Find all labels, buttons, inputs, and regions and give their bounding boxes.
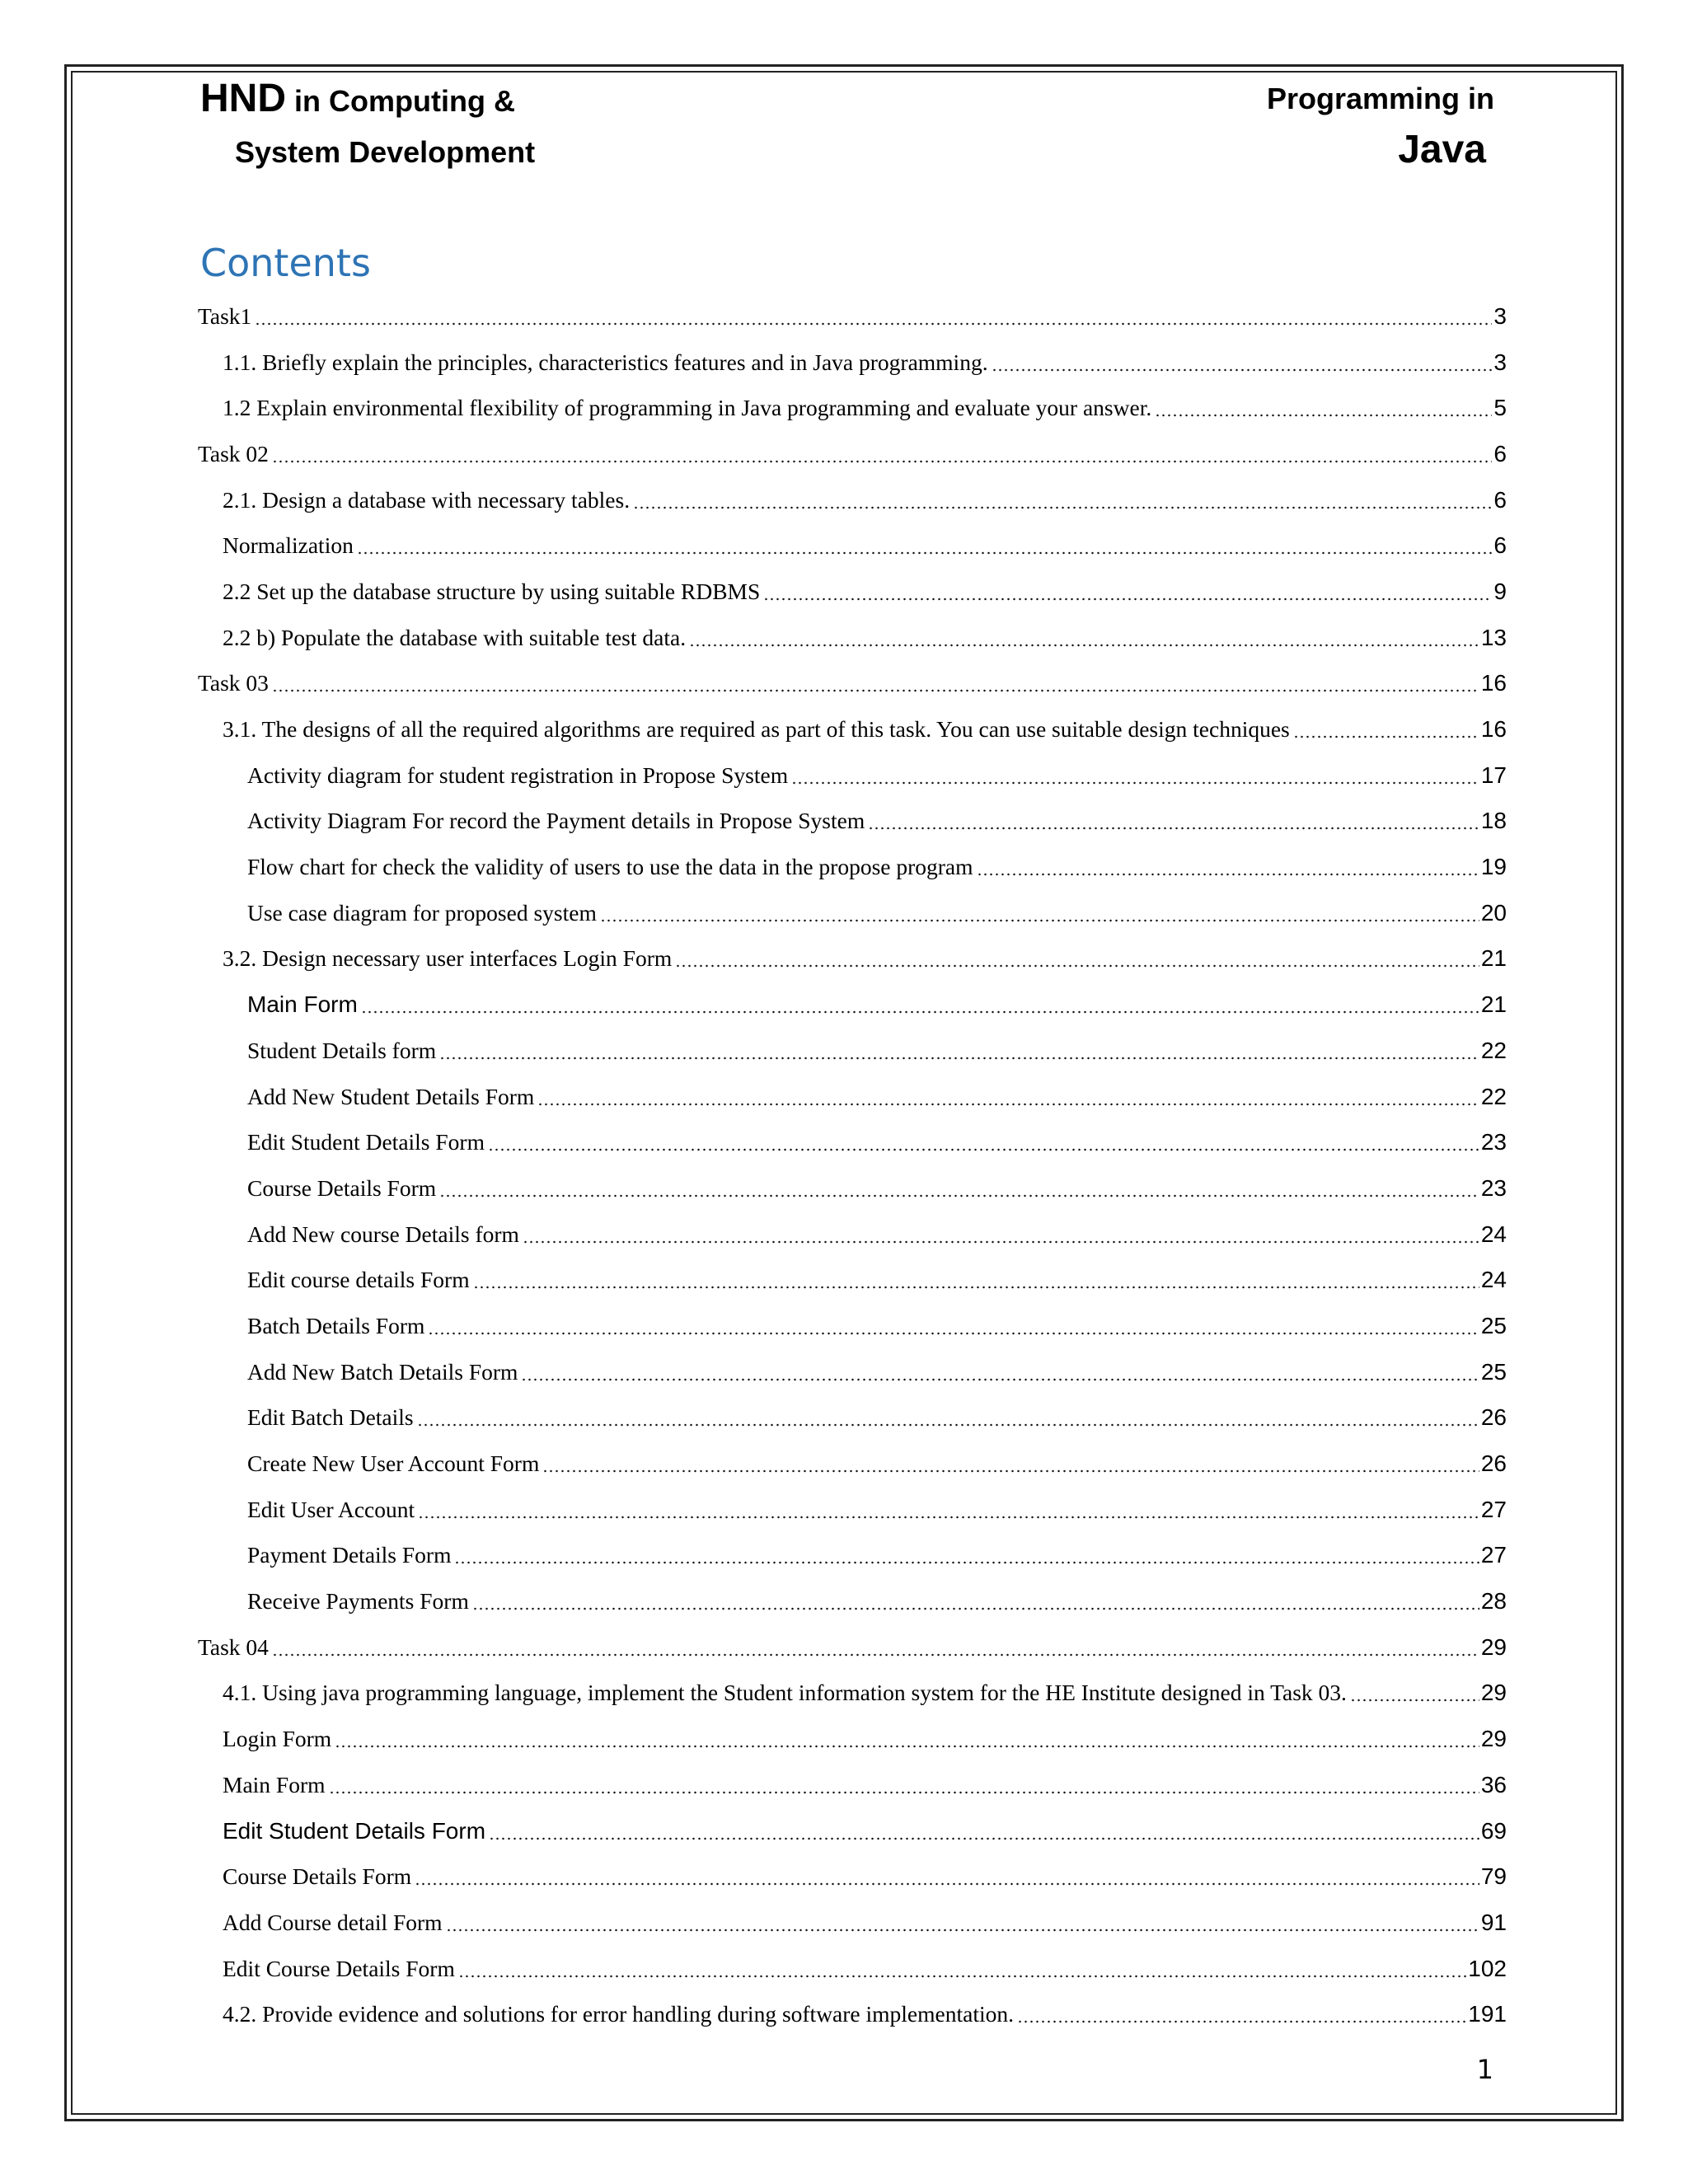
toc-entry-page: 22: [1480, 1037, 1507, 1063]
toc-entry-text: Flow chart for check the validity of users to use the data in the propose program: [247, 854, 973, 880]
header-left-line1-rest: in Computing &: [294, 84, 515, 118]
toc-entry-text: Main Form: [223, 1771, 326, 1797]
header-left-line1: [200, 76, 535, 124]
toc-entry-text: Main Form: [247, 991, 358, 1018]
toc-entry-page: 24: [1480, 1221, 1507, 1247]
header-left-line2: System Development: [235, 135, 536, 169]
toc-entry-page: 16: [1480, 716, 1507, 743]
toc-entry[interactable]: [198, 936, 1507, 982]
toc-entry[interactable]: [198, 661, 1507, 707]
toc-leader-dots: [489, 1836, 1479, 1841]
header-hnd: HND: [200, 77, 286, 120]
toc-entry-page: 29: [1480, 1726, 1507, 1752]
toc-entry[interactable]: [198, 706, 1507, 752]
toc-leader-dots: [272, 1652, 1479, 1657]
toc-entry[interactable]: [198, 615, 1507, 661]
toc-entry-text: Course Details Form: [223, 1863, 412, 1890]
toc-entry-page: 18: [1480, 808, 1507, 834]
toc-entry-page: 27: [1480, 1542, 1507, 1568]
header-right-line2: Java: [1398, 128, 1486, 171]
toc-entry-page: 26: [1480, 1404, 1507, 1431]
header-left: [200, 76, 535, 176]
toc-entry[interactable]: [198, 1671, 1507, 1717]
toc-leader-dots: [633, 505, 1492, 510]
toc-leader-dots: [977, 872, 1479, 877]
toc-entry-page: 13: [1480, 624, 1507, 650]
toc-entry[interactable]: [198, 1533, 1507, 1579]
toc-entry-text: Create New User Account Form: [247, 1451, 540, 1477]
toc-entry-text: 3.2. Design necessary user interfaces Login Form: [223, 945, 673, 972]
toc-entry[interactable]: [198, 844, 1507, 890]
toc-entry-page: 6: [1493, 440, 1507, 466]
toc-entry[interactable]: [198, 1074, 1507, 1120]
toc-entry-text: 2.1. Design a database with necessary tables.: [223, 486, 631, 513]
toc-entry-text: Task 04: [198, 1633, 269, 1660]
toc-entry-text: 3.1. The designs of all the required algorithms are required as part of this task. You can use suitable design techniques: [223, 716, 1290, 743]
toc-entry-text: 4.1. Using java programming language, implement the Student information system for the HE Institute designed in Task 03.: [223, 1680, 1347, 1706]
toc-entry[interactable]: [198, 982, 1507, 1028]
toc-entry[interactable]: [198, 1854, 1507, 1900]
toc-leader-dots: [675, 963, 1479, 968]
toc-entry-text: Activity Diagram For record the Payment details in Propose System: [247, 808, 865, 834]
toc-leader-dots: [868, 826, 1479, 831]
toc-entry-text: Task1: [198, 302, 252, 329]
toc-entry-page: 23: [1480, 1174, 1507, 1201]
toc-entry-text: Task 02: [198, 440, 269, 466]
toc-entry[interactable]: [198, 890, 1507, 936]
toc-entry-page: 21: [1480, 945, 1507, 972]
toc-entry[interactable]: [198, 1578, 1507, 1624]
toc-entry[interactable]: [198, 1257, 1507, 1303]
toc-entry-page: 29: [1480, 1633, 1507, 1660]
toc-entry-page: 28: [1480, 1588, 1507, 1615]
toc-entry-text: 2.2 Set up the database structure by using suitable RDBMS: [223, 578, 761, 604]
toc-entry-page: 102: [1468, 1955, 1507, 1981]
toc-leader-dots: [537, 1102, 1479, 1107]
toc-entry-text: 1.1. Briefly explain the principles, characteristics features and in Java programming.: [223, 349, 988, 375]
toc-leader-dots: [454, 1560, 1479, 1565]
toc-entry[interactable]: [198, 1165, 1507, 1212]
toc-entry[interactable]: [198, 1119, 1507, 1165]
toc-entry-text: Add New Student Details Form: [247, 1083, 535, 1109]
toc-entry-page: 9: [1493, 578, 1507, 604]
toc-entry-page: 20: [1480, 899, 1507, 926]
toc-entry-page: 23: [1480, 1129, 1507, 1155]
toc-leader-dots: [428, 1331, 1479, 1336]
toc-entry-text: Add New Batch Details Form: [247, 1358, 518, 1385]
toc-entry-text: Use case diagram for proposed system: [247, 899, 597, 926]
toc-leader-dots: [791, 780, 1479, 785]
toc-leader-dots: [272, 688, 1479, 693]
toc-entry-text: Add New course Details form: [247, 1221, 519, 1247]
toc-leader-dots: [335, 1744, 1479, 1749]
toc-entry[interactable]: [198, 1349, 1507, 1395]
toc-leader-dots: [763, 597, 1492, 602]
toc-entry-text: Login Form: [223, 1726, 332, 1752]
toc-entry[interactable]: [198, 1991, 1507, 2037]
toc-entry-page: 27: [1480, 1496, 1507, 1522]
toc-entry-page: 36: [1480, 1771, 1507, 1797]
toc-leader-dots: [439, 1056, 1479, 1061]
toc-entry-text: Edit Student Details Form: [223, 1817, 486, 1844]
toc-leader-dots: [446, 1928, 1479, 1933]
header-right: [1267, 76, 1494, 173]
toc-leader-dots: [473, 1285, 1479, 1290]
toc-entry-page: 29: [1480, 1680, 1507, 1706]
toc-entry-text: Task 03: [198, 670, 269, 696]
toc-leader-dots: [992, 368, 1493, 373]
toc-entry-page: 3: [1493, 349, 1507, 375]
toc-entry[interactable]: [198, 1487, 1507, 1533]
toc-entry[interactable]: [198, 1303, 1507, 1349]
toc-leader-dots: [1350, 1698, 1479, 1703]
toc-leader-dots: [1293, 734, 1479, 739]
toc-entry-page: 69: [1480, 1817, 1507, 1844]
toc-entry-text: Add Course detail Form: [223, 1909, 443, 1935]
toc-entry-text: Batch Details Form: [247, 1312, 425, 1338]
toc-entry[interactable]: [198, 523, 1507, 569]
toc-entry[interactable]: [198, 477, 1507, 523]
toc-entry-page: 6: [1493, 532, 1507, 559]
toc-leader-dots: [1155, 413, 1492, 418]
toc-leader-dots: [689, 643, 1479, 648]
toc-entry-text: 4.2. Provide evidence and solutions for error handling during software implementation.: [223, 2001, 1014, 2027]
toc-title: Contents: [200, 241, 371, 285]
toc-entry-text: Edit Batch Details: [247, 1404, 414, 1431]
toc-entry[interactable]: [198, 431, 1507, 477]
toc-leader-dots: [523, 1240, 1479, 1244]
toc-entry-page: 24: [1480, 1267, 1507, 1293]
toc-entry-page: 26: [1480, 1451, 1507, 1477]
toc-entry-page: 79: [1480, 1863, 1507, 1890]
toc-entry-page: 91: [1480, 1909, 1507, 1935]
toc-entry-page: 25: [1480, 1312, 1507, 1338]
toc-entry-text: Payment Details Form: [247, 1542, 452, 1568]
toc-entry-page: 191: [1468, 2001, 1507, 2027]
toc-entry-text: 1.2 Explain environmental flexibility of programming in Java programming and evaluate your answer.: [223, 395, 1152, 421]
toc-leader-dots: [357, 551, 1493, 555]
toc-entry-page: 21: [1480, 991, 1507, 1018]
toc-entry-text: 2.2 b) Populate the database with suitable test data.: [223, 624, 687, 650]
toc-entry[interactable]: [198, 1762, 1507, 1808]
toc-leader-dots: [439, 1193, 1479, 1198]
toc-entry-text: Edit Course Details Form: [223, 1955, 455, 1981]
toc-entry[interactable]: [198, 1946, 1507, 1992]
toc-entry[interactable]: [198, 1716, 1507, 1762]
toc-entry[interactable]: [198, 293, 1507, 340]
toc-entry-page: 16: [1480, 670, 1507, 696]
toc-entry[interactable]: [198, 1624, 1507, 1671]
table-of-contents: [198, 293, 1507, 2037]
toc-entry[interactable]: [198, 569, 1507, 615]
toc-entry[interactable]: [198, 799, 1507, 845]
toc-entry-page: 22: [1480, 1083, 1507, 1109]
toc-entry[interactable]: [198, 1212, 1507, 1258]
toc-entry-text: Edit User Account: [247, 1496, 415, 1522]
page-number: 1: [1476, 2054, 1493, 2085]
toc-entry[interactable]: [198, 1395, 1507, 1441]
toc-entry[interactable]: [198, 1028, 1507, 1074]
header-right-line1: Programming in: [1266, 82, 1494, 115]
toc-leader-dots: [600, 918, 1479, 923]
toc-leader-dots: [521, 1377, 1479, 1382]
toc-entry[interactable]: [198, 752, 1507, 799]
toc-entry[interactable]: [198, 385, 1507, 431]
toc-entry[interactable]: [198, 340, 1507, 386]
toc-leader-dots: [415, 1882, 1479, 1886]
toc-entry-text: Student Details form: [247, 1037, 437, 1063]
toc-leader-dots: [255, 321, 1492, 326]
toc-entry-page: 5: [1493, 395, 1507, 421]
toc-leader-dots: [488, 1147, 1479, 1152]
toc-entry-page: 19: [1480, 854, 1507, 880]
toc-leader-dots: [272, 459, 1493, 464]
toc-entry-text: Receive Payments Form: [247, 1588, 469, 1615]
toc-leader-dots: [542, 1469, 1479, 1474]
toc-leader-dots: [472, 1606, 1479, 1611]
toc-entry-page: 17: [1480, 762, 1507, 788]
toc-entry-text: Activity diagram for student registration in Propose System: [247, 762, 789, 788]
toc-leader-dots: [1017, 2019, 1466, 2024]
toc-entry-page: 6: [1493, 486, 1507, 513]
toc-entry-page: 3: [1493, 302, 1507, 329]
toc-leader-dots: [417, 1422, 1479, 1427]
toc-entry-text: Edit Student Details Form: [247, 1129, 485, 1155]
toc-leader-dots: [418, 1515, 1479, 1520]
toc-entry-text: Course Details Form: [247, 1174, 437, 1201]
toc-entry[interactable]: [198, 1808, 1507, 1854]
toc-entry-text: Normalization: [223, 532, 354, 559]
toc-entry-text: Edit course details Form: [247, 1267, 470, 1293]
toc-leader-dots: [361, 1010, 1479, 1015]
toc-leader-dots: [329, 1790, 1479, 1795]
toc-entry[interactable]: [198, 1441, 1507, 1487]
toc-entry-page: 25: [1480, 1358, 1507, 1385]
toc-entry[interactable]: [198, 1900, 1507, 1946]
toc-leader-dots: [458, 1974, 1466, 1979]
